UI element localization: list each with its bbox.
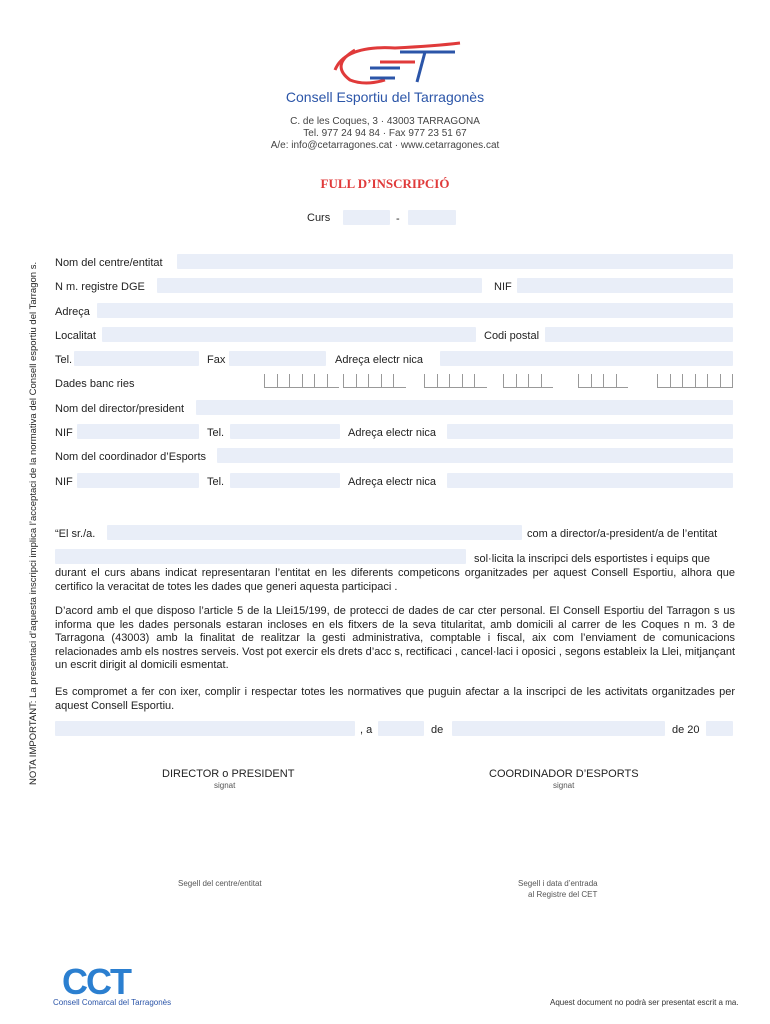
localitat-label: Localitat bbox=[55, 330, 96, 342]
bank-digit-box[interactable] bbox=[670, 374, 683, 388]
bank-digit-box[interactable] bbox=[356, 374, 369, 388]
localitat-field[interactable] bbox=[102, 327, 476, 342]
tel-field[interactable] bbox=[74, 351, 199, 366]
bank-digit-box[interactable] bbox=[327, 374, 340, 388]
place-field[interactable] bbox=[55, 721, 355, 736]
bank-digit-box[interactable] bbox=[695, 374, 708, 388]
email-label: Adreça electr nica bbox=[335, 354, 424, 366]
bank-digit-box[interactable] bbox=[503, 374, 516, 388]
address-line-1: C. de les Coques, 3 · 43003 TARRAGONA bbox=[290, 116, 480, 127]
registre-label: N m. registre DGE bbox=[55, 281, 145, 293]
bank-digit-box[interactable] bbox=[424, 374, 437, 388]
bank-digit-box[interactable] bbox=[578, 374, 591, 388]
declaration-para-3: Es compromet a fer con ixer, complir i respectar totes les normatives que puguin afectar a la inscripci de les activitats organitzades per aquest Consell Esportiu. bbox=[55, 686, 735, 712]
curs-separator: - bbox=[396, 213, 400, 225]
coordinador-tel-label: Tel. bbox=[207, 476, 225, 488]
director-nif-field[interactable] bbox=[77, 424, 199, 439]
centre-field[interactable] bbox=[177, 254, 733, 269]
curs-start-field[interactable] bbox=[343, 210, 390, 225]
segell-entrada-1: Segell i data d’entrada bbox=[518, 879, 598, 888]
codi-postal-label: Codi postal bbox=[484, 330, 540, 342]
footer-note: Aquest document no podrà ser presentat escrit a ma. bbox=[550, 998, 739, 1007]
bank-digit-box[interactable] bbox=[314, 374, 327, 388]
bank-digit-box[interactable] bbox=[720, 374, 733, 388]
bank-digit-box[interactable] bbox=[682, 374, 695, 388]
bank-digit-box[interactable] bbox=[516, 374, 529, 388]
bank-digit-box[interactable] bbox=[541, 374, 554, 388]
director-nif-label: NIF bbox=[55, 427, 73, 439]
curs-end-field[interactable] bbox=[408, 210, 456, 225]
bank-digit-box[interactable] bbox=[449, 374, 462, 388]
segell-entrada-2: al Registre del CET bbox=[528, 890, 598, 899]
bank-digit-box[interactable] bbox=[462, 374, 475, 388]
director-signature-title: DIRECTOR o PRESIDENT bbox=[162, 768, 295, 780]
bank-digit-box[interactable] bbox=[528, 374, 541, 388]
bank-boxes-end bbox=[732, 374, 733, 388]
address-line-3: A/e: info@cetarragones.cat · www.cetarragones.cat bbox=[270, 140, 500, 151]
bank-digit-box[interactable] bbox=[264, 374, 277, 388]
coordinador-field[interactable] bbox=[217, 448, 733, 463]
side-note: NOTA IMPORTANT: La presentaci d’aquesta inscripci implica l’acceptaci de la normativa del Consell esportiu del Tarragon s. bbox=[28, 261, 39, 785]
day-field[interactable] bbox=[378, 721, 424, 736]
page-title: FULL D’INSCRIPCIÓ bbox=[320, 176, 450, 191]
cct-name: Consell Comarcal del Tarragonès bbox=[53, 998, 172, 1007]
registre-field[interactable] bbox=[157, 278, 482, 293]
segell-centre: Segell del centre/entitat bbox=[178, 879, 262, 888]
address-line-2: Tel. 977 24 94 84 · Fax 977 23 51 67 bbox=[303, 128, 467, 139]
director-signature-sub: signat bbox=[214, 781, 236, 790]
com-a-label: com a director/a-president/a de l’entitat bbox=[527, 528, 718, 540]
adreca-field[interactable] bbox=[97, 303, 733, 318]
fax-label: Fax bbox=[207, 354, 226, 366]
declaration-para-1: durant el curs abans indicat representaran l’entitat en les diferents competicons organitzades per aquest Consell Esportiu, alhora que certifico la veracitat de totes les dades que generi aquesta participaci . bbox=[55, 567, 735, 593]
date-de-20: de 20 bbox=[672, 724, 700, 736]
year-field[interactable] bbox=[706, 721, 733, 736]
bank-digit-box[interactable] bbox=[393, 374, 406, 388]
coordinador-email-label: Adreça electr nica bbox=[348, 476, 437, 488]
bank-digit-box[interactable] bbox=[381, 374, 394, 388]
coordinador-signature-title: COORDINADOR D’ESPORTS bbox=[489, 768, 639, 780]
coordinador-tel-field[interactable] bbox=[230, 473, 340, 488]
curs-label: Curs bbox=[307, 212, 331, 224]
nif-field[interactable] bbox=[517, 278, 733, 293]
director-tel-field[interactable] bbox=[230, 424, 340, 439]
coordinador-nif-field[interactable] bbox=[77, 473, 199, 488]
bank-digit-box[interactable] bbox=[277, 374, 290, 388]
director-label: Nom del director/president bbox=[55, 403, 185, 415]
codi-postal-field[interactable] bbox=[545, 327, 733, 342]
el-sr-label: “El sr./a. bbox=[55, 528, 96, 540]
coordinador-nif-label: NIF bbox=[55, 476, 73, 488]
fax-field[interactable] bbox=[229, 351, 326, 366]
director-email-field[interactable] bbox=[447, 424, 733, 439]
date-de: de bbox=[431, 724, 444, 736]
bank-digit-box[interactable] bbox=[289, 374, 302, 388]
bank-digit-box[interactable] bbox=[707, 374, 720, 388]
centre-label: Nom del centre/entitat bbox=[55, 257, 163, 269]
coordinador-label: Nom del coordinador d’Esports bbox=[55, 451, 207, 463]
coordinador-signature-sub: signat bbox=[553, 781, 575, 790]
date-comma-a: , a bbox=[360, 724, 373, 736]
sollicita-text: sol·licita la inscripci dels esportistes i equips que bbox=[474, 553, 710, 565]
tel-label: Tel. bbox=[55, 354, 73, 366]
bank-digit-box[interactable] bbox=[603, 374, 616, 388]
bank-digit-box[interactable] bbox=[368, 374, 381, 388]
cet-logo bbox=[325, 40, 465, 90]
declaration-para-2: D’acord amb el que disposo l’article 5 de la Llei15/199, de protecci de dades de car cter personal. El Consell Esportiu del Tarragon s us informa que les dades personals estaran incloses en els fitxers de la seva titularitat, amb domicili al carrer de les Coques n m. 3 de Tarragona (43003) amb la finalitat de realitzar la gesti administrativa, comptable i fiscal, aix com l’enviament de comunicacions relacionades amb els nostres serveis. Vost pot exercir els drets d’acc s, rectificaci , cancel·laci i oposici , segons estableix la Llei, mitjançant un escrit dirigit al domicili esmentat. bbox=[55, 605, 735, 671]
bank-digit-box[interactable] bbox=[474, 374, 487, 388]
bank-label: Dades banc ries bbox=[55, 378, 135, 390]
adreca-label: Adreça bbox=[55, 306, 90, 318]
director-tel-label: Tel. bbox=[207, 427, 225, 439]
cct-logo bbox=[62, 961, 130, 1002]
bank-digit-box[interactable] bbox=[302, 374, 315, 388]
email-field[interactable] bbox=[440, 351, 733, 366]
org-name: Consell Esportiu del Tarragonès bbox=[285, 89, 485, 105]
el-sr-field[interactable] bbox=[107, 525, 522, 540]
bank-digit-box[interactable] bbox=[616, 374, 629, 388]
nif-label: NIF bbox=[494, 281, 512, 293]
director-field[interactable] bbox=[196, 400, 733, 415]
bank-digit-box[interactable] bbox=[657, 374, 670, 388]
cct-logo-text: CCT bbox=[62, 961, 130, 1002]
entitat-field[interactable] bbox=[55, 549, 466, 564]
month-field[interactable] bbox=[452, 721, 665, 736]
director-email-label: Adreça electr nica bbox=[348, 427, 437, 439]
bank-digit-box[interactable] bbox=[343, 374, 356, 388]
coordinador-email-field[interactable] bbox=[447, 473, 733, 488]
bank-digit-box[interactable] bbox=[591, 374, 604, 388]
bank-digit-box[interactable] bbox=[437, 374, 450, 388]
